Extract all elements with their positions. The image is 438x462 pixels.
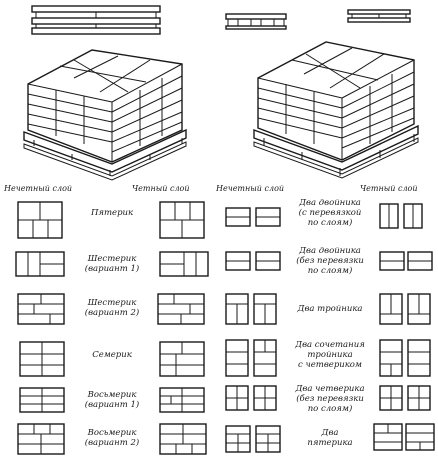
pattern-line: (с перевязкой — [298, 208, 362, 218]
pattern-dva-chetverika-odd — [226, 386, 276, 410]
pattern-line: по слоям) — [307, 218, 353, 228]
pattern-label — [72, 254, 152, 274]
pattern-line: Два четверика — [295, 384, 365, 394]
pattern-pyaterik-even — [160, 202, 204, 238]
pallet-side-view-right — [226, 10, 410, 29]
pattern-variant: (вариант 2) — [84, 308, 140, 318]
pattern-line: (без перевязки — [296, 394, 364, 404]
pattern-name: Пятерик — [90, 208, 134, 218]
pattern-label — [286, 198, 374, 228]
pattern-label — [72, 298, 152, 318]
pattern-line: по слоям) — [307, 266, 353, 276]
pattern-name: Восьмерик — [87, 390, 137, 400]
pattern-line: Два тройника — [297, 304, 363, 314]
pattern-vosmerik-1-odd — [20, 388, 64, 412]
pattern-variant: (вариант 1) — [84, 400, 140, 410]
pattern-line: Два — [321, 428, 339, 438]
pattern-line: (без перевязки — [296, 256, 364, 266]
pattern-label — [286, 246, 374, 276]
pattern-label — [72, 350, 152, 360]
header-odd-layer-right: Нечетный слой — [216, 184, 285, 193]
pattern-dva-pyaterika-even — [374, 424, 434, 450]
pattern-name: Шестерик — [87, 298, 137, 308]
pattern-dva-dvoinika-perevyazka-odd — [226, 208, 280, 226]
pattern-troinik-chetverik-odd — [226, 340, 276, 376]
header-odd-layer-left: Нечетный слой — [4, 184, 73, 193]
pattern-line: по слоям) — [307, 404, 353, 414]
pattern-line: пятерика — [307, 438, 353, 448]
pattern-label — [286, 340, 374, 370]
pallet-side-view-left — [32, 6, 160, 34]
pattern-vosmerik-2-even — [160, 424, 206, 454]
pattern-label — [72, 428, 152, 448]
pattern-variant: (вариант 1) — [84, 264, 140, 274]
pattern-line: тройника — [307, 350, 353, 360]
pattern-vosmerik-2-odd — [18, 424, 64, 454]
pattern-label — [286, 428, 374, 448]
pattern-dva-chetverika-even — [380, 386, 430, 410]
pattern-name: Шестерик — [87, 254, 137, 264]
pattern-shesterik-1-odd — [16, 252, 64, 276]
pattern-line: Два двойника — [299, 246, 361, 256]
pattern-label — [286, 304, 374, 314]
pattern-shesterik-2-even — [158, 294, 204, 324]
pattern-dva-dvoinika-perevyazka-even — [380, 204, 422, 228]
header-even-layer-right: Четный слой — [360, 184, 418, 193]
pattern-shesterik-2-odd — [18, 294, 64, 324]
pattern-line: Два сочетания — [295, 340, 365, 350]
pattern-shesterik-1-even — [160, 252, 208, 276]
pattern-name: Семерик — [92, 350, 132, 360]
pattern-variant: (вариант 2) — [84, 438, 140, 448]
pattern-vosmerik-1-even — [160, 388, 204, 412]
pattern-label — [72, 390, 152, 410]
pattern-semerik-odd — [20, 342, 64, 376]
pattern-dva-dvoinika-bez-even — [380, 252, 432, 270]
bag-stack-right — [254, 42, 418, 178]
bag-stack-left — [24, 50, 186, 180]
pattern-pyaterik-odd — [18, 202, 62, 238]
pattern-semerik-even — [160, 342, 204, 376]
pattern-dva-pyaterika-odd — [226, 426, 280, 452]
pattern-label — [286, 384, 374, 414]
pattern-label — [72, 208, 152, 218]
pattern-troinik-chetverik-even — [380, 340, 430, 376]
pattern-dva-dvoinika-bez-odd — [226, 252, 280, 270]
pattern-dva-troinika-odd — [226, 294, 276, 324]
header-even-layer-left: Четный слой — [132, 184, 190, 193]
pattern-line: Два двойника — [299, 198, 361, 208]
pattern-name: Восьмерик — [87, 428, 137, 438]
pattern-dva-troinika-even — [380, 294, 430, 324]
pattern-line: с четвериком — [298, 360, 362, 370]
